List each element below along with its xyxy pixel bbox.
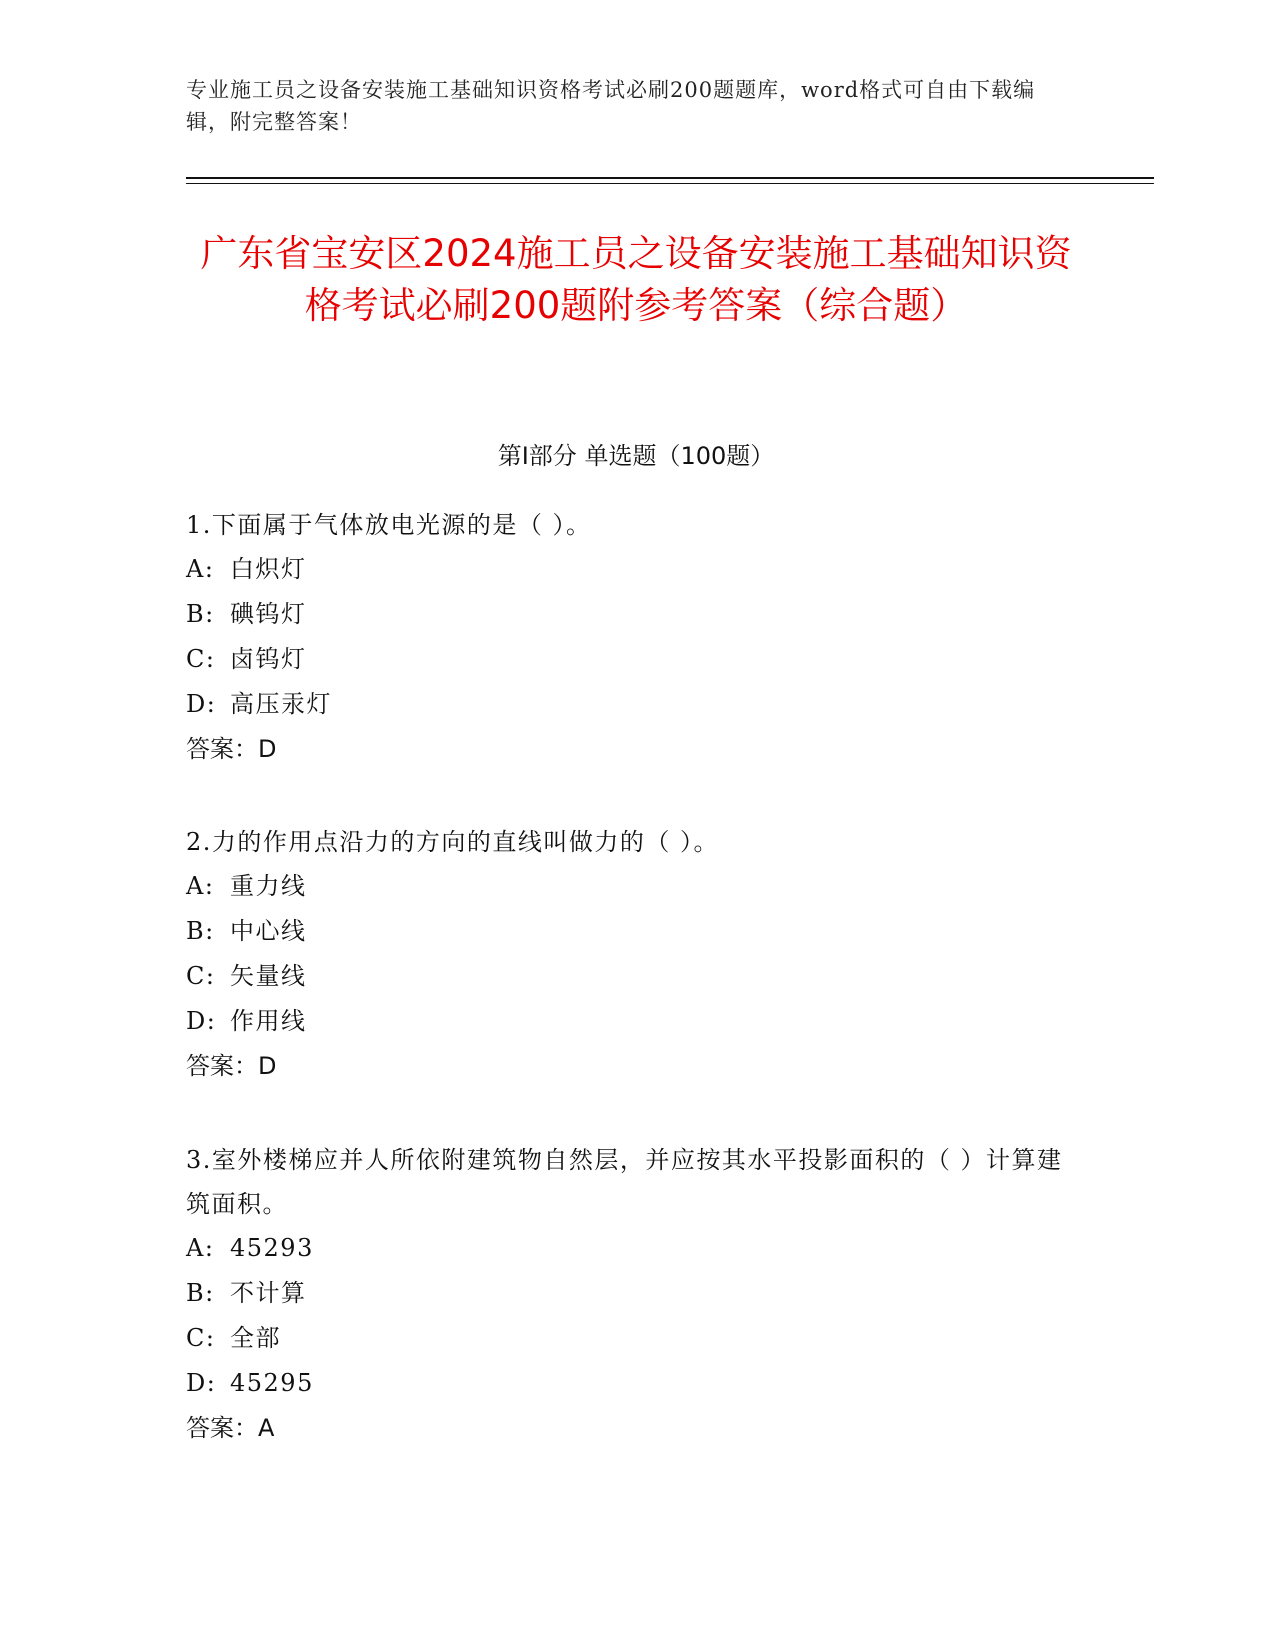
question-stem: 1.下面属于气体放电光源的是（ ）。: [186, 511, 592, 539]
option-d: [186, 999, 1086, 1044]
option-text: 重力线: [230, 872, 307, 900]
option-text: 矢量线: [230, 962, 307, 990]
answer-label: 答案：: [186, 1414, 258, 1442]
option-key: A:: [186, 1234, 215, 1262]
option-text: 45295: [230, 1369, 314, 1397]
option-key: A:: [186, 555, 215, 583]
option-text: 作用线: [230, 1007, 307, 1035]
option-b: [186, 1271, 1086, 1316]
option-text: 不计算: [230, 1279, 307, 1307]
option-c: [186, 1316, 1086, 1361]
header-divider-thin: [186, 183, 1154, 184]
option-key: D:: [186, 690, 217, 718]
option-key: A:: [186, 872, 215, 900]
option-text: 全部: [230, 1324, 281, 1352]
answer-label: 答案：: [186, 735, 258, 763]
question-2: [186, 820, 1086, 1089]
question-1: [186, 503, 1086, 772]
question-stem: 2.力的作用点沿力的方向的直线叫做力的（ ）。: [186, 828, 720, 856]
question-stem: 3.室外楼梯应并人所依附建筑物自然层，并应按其水平投影面积的（ ）计算建筑面积。: [186, 1146, 1063, 1218]
option-key: C:: [186, 962, 216, 990]
option-key: B:: [186, 1279, 215, 1307]
option-a: [186, 1226, 1086, 1271]
option-text: 中心线: [230, 917, 307, 945]
option-b: [186, 909, 1086, 954]
option-text: 高压汞灯: [230, 690, 332, 718]
header-note: 专业施工员之设备安装施工基础知识资格考试必刷200题题库，word格式可自由下载编辑，附完整答案！: [186, 78, 1036, 134]
header-divider-thick: [186, 177, 1154, 179]
option-text: 45293: [230, 1234, 314, 1262]
answer-line: [186, 1044, 1086, 1089]
answer-value: D: [258, 735, 277, 763]
section-title: 第Ⅰ部分 单选题（100题）: [497, 442, 775, 470]
answer-line: [186, 1406, 1086, 1451]
answer-label: 答案：: [186, 1052, 258, 1080]
option-key: D:: [186, 1007, 217, 1035]
option-c: [186, 637, 1086, 682]
option-text: 碘钨灯: [230, 600, 307, 628]
question-3: [186, 1138, 1086, 1451]
option-key: C:: [186, 1324, 216, 1352]
option-key: B:: [186, 600, 215, 628]
document-title: 广东省宝安区2024施工员之设备安装施工基础知识资格考试必刷200题附参考答案（综合题）: [200, 232, 1072, 327]
answer-value: D: [258, 1052, 277, 1080]
answer-line: [186, 727, 1086, 772]
answer-value: A: [258, 1414, 275, 1442]
option-key: B:: [186, 917, 215, 945]
option-text: 白炽灯: [230, 555, 307, 583]
option-d: [186, 1361, 1086, 1406]
option-d: [186, 682, 1086, 727]
option-a: [186, 864, 1086, 909]
option-text: 卤钨灯: [230, 645, 307, 673]
option-key: D:: [186, 1369, 217, 1397]
option-key: C:: [186, 645, 216, 673]
option-c: [186, 954, 1086, 999]
option-b: [186, 592, 1086, 637]
option-a: [186, 547, 1086, 592]
